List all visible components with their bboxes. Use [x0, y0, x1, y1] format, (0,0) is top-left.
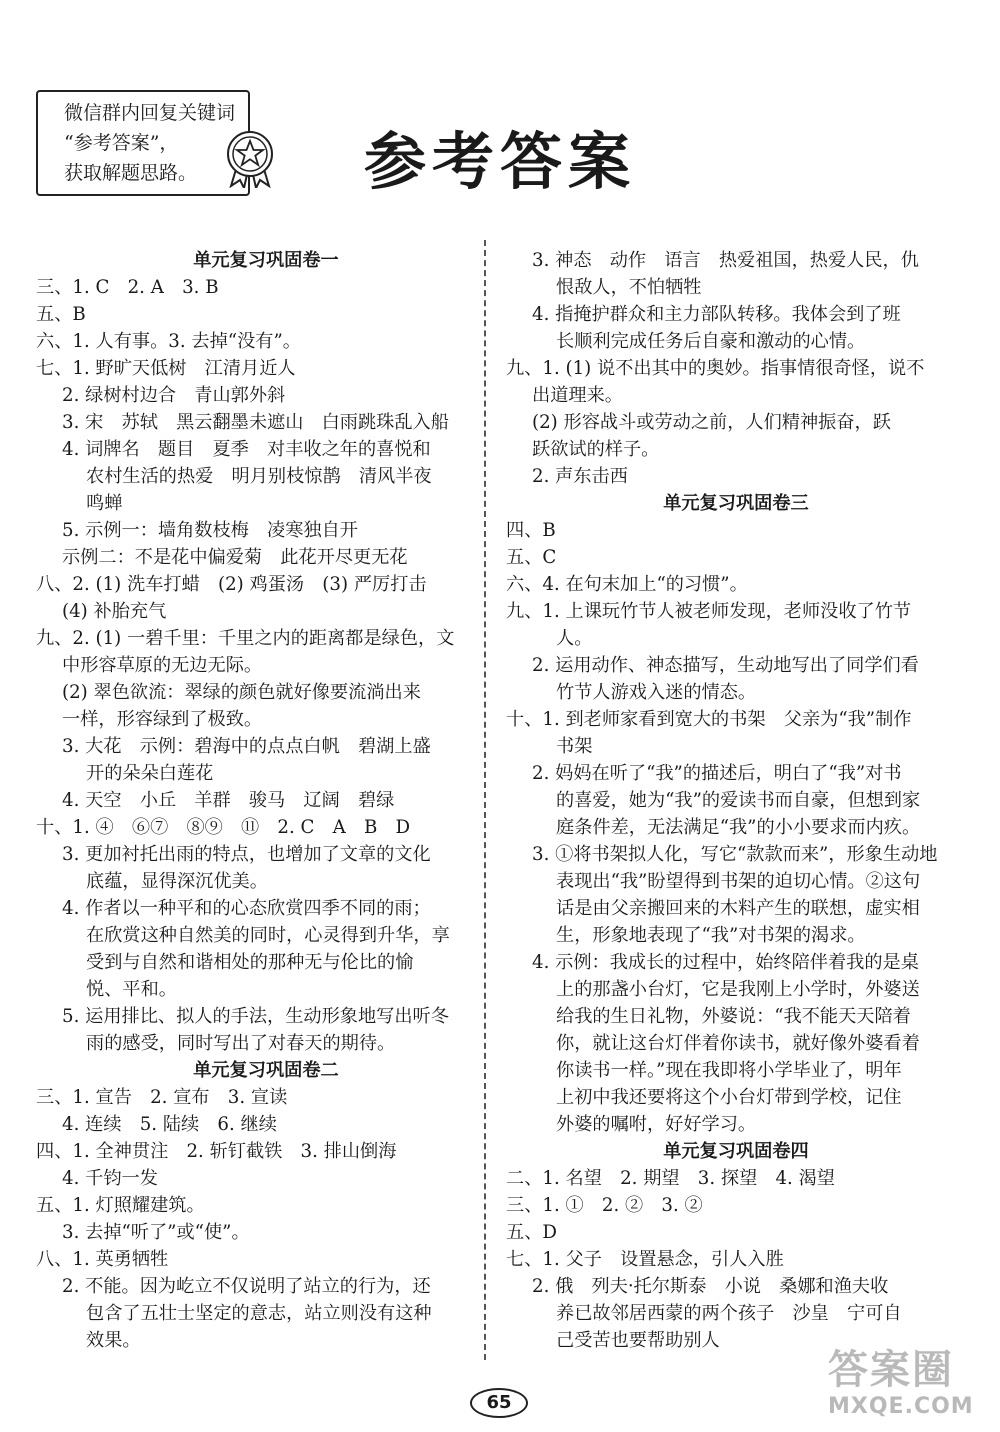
- right-answer-column: [506, 247, 942, 1354]
- answer-line: 4. 指掩护群众和主力部队转移。我体会到了班: [532, 304, 901, 325]
- answer-line: 示例二：不是花中偏爱菊 此花开尽更无花: [62, 547, 408, 568]
- answer-line: 养已故邻居西蒙的两个孩子 沙皇 宁可自: [556, 1303, 902, 1324]
- answer-line: 3. 去掉“听了”或“使”。: [62, 1222, 250, 1243]
- notice-line-3: 获取解题思路。: [64, 162, 198, 184]
- answer-line: 庭条件差，无法满足“我”的小小要求而内疚。: [556, 817, 921, 838]
- answer-line: 开的朵朵白莲花: [86, 763, 214, 784]
- answer-line: 4. 词牌名 题目 夏季 对丰收之年的喜悦和: [62, 439, 431, 460]
- answer-line: 六、1. 人有事。3. 去掉“没有”。: [36, 331, 301, 352]
- answer-line: 给我的生日礼物，外婆说：“我不能天天陪着: [556, 1006, 911, 1027]
- answer-line: 3. 更加衬托出雨的特点，也增加了文章的文化: [62, 844, 431, 865]
- answer-line: 3. 宋 苏轼 黑云翻墨未遮山 白雨跳珠乱入船: [62, 412, 449, 433]
- answer-line: 五、C: [506, 547, 557, 568]
- answer-line: 六、4. 在句末加上“的习惯”。: [506, 574, 748, 595]
- answer-line: (4) 补胎充气: [62, 601, 167, 622]
- answer-line: 包含了五壮士坚定的意志，站立则没有这种: [86, 1303, 432, 1324]
- answer-line: 四、B: [506, 520, 556, 541]
- answer-line: 十、1. ④ ⑥⑦ ⑧⑨ ⑪ 2. C A B D: [36, 817, 411, 838]
- section-heading: 单元复习巩固卷三: [663, 493, 809, 514]
- answer-line: 鸣蝉: [86, 493, 123, 514]
- answer-line: 外婆的嘱咐，好好学习。: [556, 1114, 757, 1135]
- page-title: 参考答案: [363, 125, 636, 198]
- answer-line: 九、1. (1) 说不出其中的奥妙。指事情很奇怪，说不: [506, 358, 925, 379]
- answer-line: 五、D: [506, 1222, 557, 1243]
- answer-line: 中形容草原的无边无际。: [62, 655, 263, 676]
- answer-line: 恨敌人，不怕牺牲: [556, 277, 702, 298]
- answer-line: 上的那盏小台灯，它是我刚上小学时，外婆送: [556, 979, 920, 1000]
- answer-line: 3. ①将书架拟人化，写它“款款而来”，形象生动地: [532, 844, 938, 865]
- notice-line-2: “参考答案”，: [64, 132, 179, 154]
- answer-line: 2. 声东击西: [532, 466, 628, 487]
- answer-line: 七、1. 野旷天低树 江清月近人: [36, 358, 296, 379]
- answer-line: 三、1. 宣告 2. 宣布 3. 宣读: [36, 1087, 288, 1108]
- answer-line: 2. 妈妈在听了“我”的描述后，明白了“我”对书: [532, 763, 902, 784]
- answer-line: 一样，形容绿到了极致。: [62, 709, 263, 730]
- answer-line: 4. 千钧一发: [62, 1168, 158, 1189]
- site-watermark: [818, 1346, 996, 1430]
- answer-line: 2. 绿树村边合 青山郭外斜: [62, 385, 286, 406]
- answer-line: 3. 大花 示例：碧海中的点点白帆 碧湖上盛: [62, 736, 431, 757]
- answer-line: 悦、平和。: [86, 979, 177, 1000]
- answer-line: 出道理来。: [532, 385, 623, 406]
- answer-line: 你，就让这台灯伴着你读书，就好像外婆看着: [556, 1033, 920, 1054]
- answer-line: 生，形象地表现了“我”对书架的渴求。: [556, 925, 866, 946]
- answer-line: 4. 示例：我成长的过程中，始终陪伴着我的是桌: [532, 952, 919, 973]
- answer-line: 雨的感受，同时写出了对春天的期待。: [86, 1033, 396, 1054]
- answer-line: 跃欲试的样子。: [532, 439, 660, 460]
- watermark-cn: 答案圈: [828, 1347, 954, 1393]
- answer-line: (2) 翠色欲流：翠绿的颜色就好像要流淌出来: [62, 682, 421, 703]
- answer-line: 2. 运用动作、神态描写，生动地写出了同学们看: [532, 655, 919, 676]
- answer-line: 农村生活的热爱 明月别枝惊鹊 清风半夜: [86, 466, 432, 487]
- watermark-en: MXQE.COM: [828, 1394, 974, 1419]
- answer-line: 八、1. 英勇牺牲: [36, 1249, 169, 1270]
- answer-line: 你读书一样。”现在我即将小学毕业了，明年: [556, 1060, 902, 1081]
- answer-line: 4. 连续 5. 陆续 6. 继续: [62, 1114, 277, 1135]
- answer-line: 己受苦也要帮助别人: [556, 1330, 720, 1351]
- answer-line: 受到与自然和谐相处的那种无与伦比的愉: [86, 952, 414, 973]
- left-answer-column: [36, 247, 476, 1354]
- answer-line: 九、2. (1) 一碧千里：千里之内的距离都是绿色，文: [36, 628, 455, 649]
- answer-line: 书架: [556, 736, 593, 757]
- answer-line: 5. 运用排比、拟人的手法，生动形象地写出听冬: [62, 1006, 449, 1027]
- answer-line: 的喜爱，她为“我”的爱读书而自豪，但想到家: [556, 790, 921, 811]
- answer-line: 八、2. (1) 洗车打蜡 (2) 鸡蛋汤 (3) 严厉打击: [36, 574, 427, 595]
- answer-line: 五、1. 灯照耀建筑。: [36, 1195, 205, 1216]
- answer-line: 四、1. 全神贯注 2. 斩钉截铁 3. 排山倒海: [36, 1141, 397, 1162]
- section-heading: 单元复习巩固卷一: [193, 250, 339, 271]
- answer-line: 4. 作者以一种平和的心态欣赏四季不同的雨；: [62, 898, 431, 919]
- answer-line: 十、1. 到老师家看到宽大的书架 父亲为“我”制作: [506, 709, 912, 730]
- answer-line: 3. 神态 动作 语言 热爱祖国，热爱人民，仇: [532, 250, 919, 271]
- answer-line: 三、1. ① 2. ② 3. ②: [506, 1195, 703, 1216]
- answer-line: 二、1. 名望 2. 期望 3. 探望 4. 渴望: [506, 1168, 835, 1189]
- answer-line: 表现出“我”盼望得到书架的迫切心情。②这句: [556, 871, 921, 892]
- answer-line: 话是由父亲搬回来的木料产生的联想，虚实相: [556, 898, 920, 919]
- answer-line: 五、B: [36, 304, 86, 325]
- answer-line: 5. 示例一：墙角数枝梅 凌寒独自开: [62, 520, 358, 541]
- section-heading: 单元复习巩固卷四: [663, 1141, 809, 1162]
- answer-line: 长顺利完成任务后自豪和激动的心情。: [556, 331, 866, 352]
- answer-line: 九、1. 上课玩竹节人被老师发现，老师没收了竹节: [506, 601, 912, 622]
- page-number: 65: [470, 1388, 528, 1418]
- answer-line: 七、1. 父子 设置悬念，引人入胜: [506, 1249, 784, 1270]
- section-heading: 单元复习巩固卷二: [193, 1060, 339, 1081]
- answer-line: 底蕴，显得深沉优美。: [86, 871, 268, 892]
- answer-line: 效果。: [86, 1330, 141, 1351]
- answer-line: 上初中我还要将这个小台灯带到学校，记住: [556, 1087, 902, 1108]
- answer-line: 2. 俄 列夫·托尔斯泰 小说 桑娜和渔夫收: [532, 1276, 889, 1297]
- answer-line: 2. 不能。因为屹立不仅说明了站立的行为，还: [62, 1276, 431, 1297]
- answer-line: 人。: [556, 628, 593, 649]
- column-divider: [484, 240, 486, 1360]
- answer-line: 三、1. C 2. A 3. B: [36, 277, 219, 298]
- answer-line: 在欣赏这种自然美的同时，心灵得到升华，享: [86, 925, 450, 946]
- answer-line: 4. 天空 小丘 羊群 骏马 辽阔 碧绿: [62, 790, 395, 811]
- notice-line-1: 微信群内回复关键词: [64, 102, 236, 124]
- answer-line: 竹节人游戏入迷的情态。: [556, 682, 757, 703]
- answer-line: (2) 形容战斗或劳动之前，人们精神振奋，跃: [532, 412, 891, 433]
